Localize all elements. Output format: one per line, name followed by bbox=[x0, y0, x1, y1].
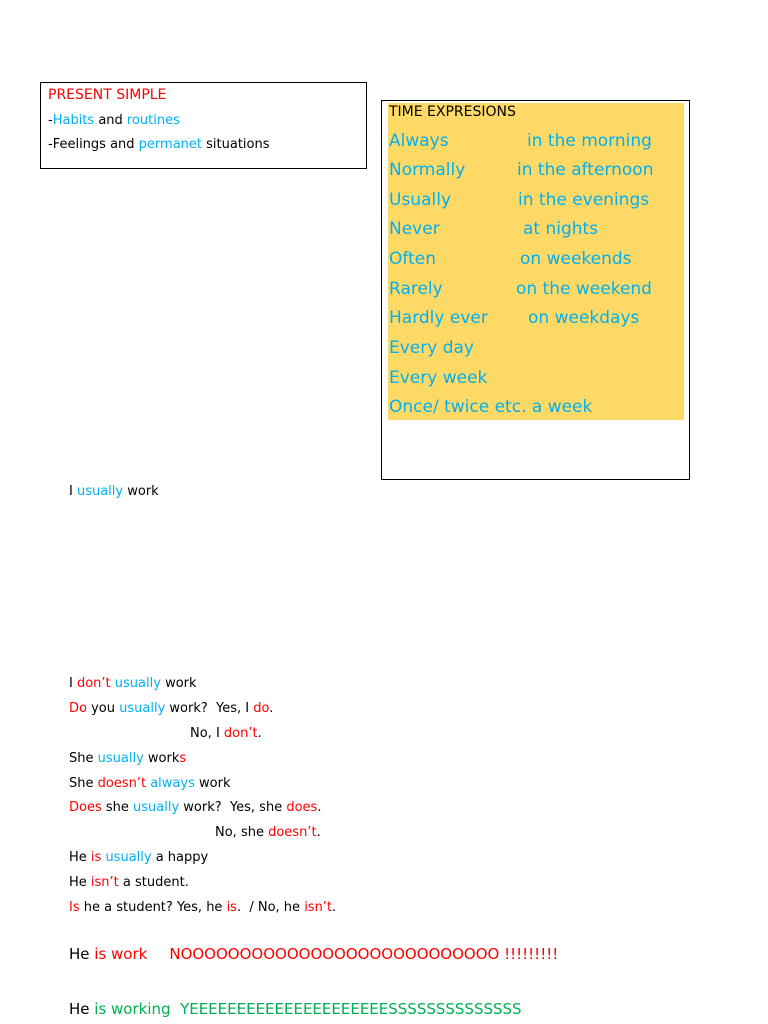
freq-once-twice: Once/ twice etc. a week bbox=[389, 397, 593, 417]
example-short-answer-i: No, I don’t. bbox=[190, 726, 262, 741]
freq-rarely: Rarely bbox=[389, 279, 443, 299]
time-in-the-afternoon: in the afternoon bbox=[517, 160, 654, 180]
example-right: He is working YEEEEEEEEEEEEEEEEEEEEESSSSSSSSSSSSSS bbox=[69, 1000, 522, 1018]
habits-line bbox=[48, 113, 180, 128]
dash: - bbox=[48, 113, 53, 128]
example-he-isnt: He isn’t a student. bbox=[69, 875, 189, 890]
example-question-you: Do you usually work? Yes, I do. bbox=[69, 701, 274, 716]
freq-always: Always bbox=[389, 131, 449, 151]
time-in-the-morning: in the morning bbox=[527, 131, 652, 151]
example-negative-i: I don’t usually work bbox=[69, 676, 197, 691]
example-she-works: She usually works bbox=[69, 751, 187, 766]
present-simple-title: PRESENT SIMPLE bbox=[48, 87, 167, 103]
example-affirmative: I usually work bbox=[69, 484, 159, 499]
example-short-answer-she: No, she doesn’t. bbox=[215, 825, 321, 840]
permanet-word: permanet bbox=[138, 137, 203, 152]
freq-usually: Usually bbox=[389, 190, 451, 210]
time-expressions-title: TIME EXPRESIONS bbox=[389, 104, 516, 120]
situations-suffix: situations bbox=[202, 137, 270, 152]
time-expressions-box bbox=[381, 100, 690, 480]
freq-every-week: Every week bbox=[389, 368, 488, 388]
present-simple-box bbox=[40, 82, 367, 169]
example-he-is-happy: He is usually a happy bbox=[69, 850, 209, 865]
time-on-weekends: on weekends bbox=[520, 249, 632, 269]
freq-often: Often bbox=[389, 249, 436, 269]
example-wrong: He is work NOOOOOOOOOOOOOOOOOOOOOOOOOOO !!!!!!!!! bbox=[69, 945, 559, 963]
freq-every-day: Every day bbox=[389, 338, 474, 358]
and-word: and bbox=[94, 113, 127, 128]
time-at-nights: at nights bbox=[523, 219, 599, 239]
freq-never: Never bbox=[389, 219, 440, 239]
feelings-prefix: -Feelings and bbox=[48, 137, 139, 152]
time-on-the-weekend: on the weekend bbox=[516, 279, 652, 299]
freq-hardly-ever: Hardly ever bbox=[389, 308, 488, 328]
time-in-the-evenings: in the evenings bbox=[518, 190, 650, 210]
routines-word: routines bbox=[126, 113, 180, 128]
example-question-she: Does she usually work? Yes, she does. bbox=[69, 800, 322, 815]
time-on-weekdays: on weekdays bbox=[528, 308, 640, 328]
habits-word: Habits bbox=[52, 113, 95, 128]
feelings-line bbox=[48, 137, 270, 152]
example-question-he: Is he a student? Yes, he is. / No, he isn’t. bbox=[69, 900, 337, 915]
example-she-doesnt: She doesn’t always work bbox=[69, 776, 231, 791]
freq-normally: Normally bbox=[389, 160, 466, 180]
